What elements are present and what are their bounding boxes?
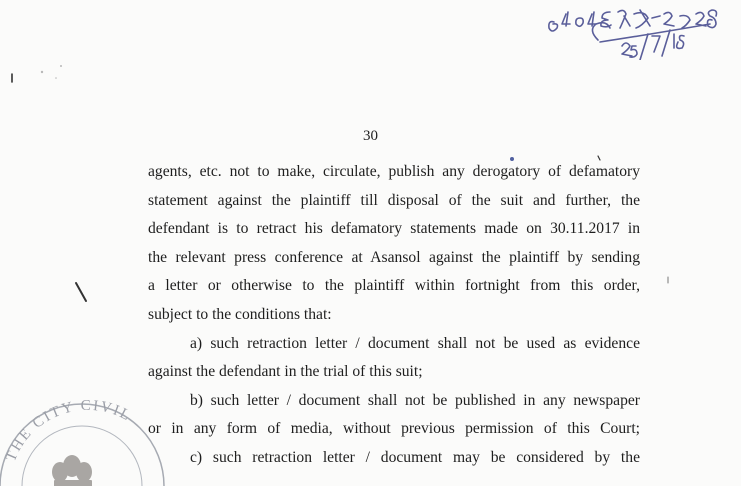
list-item-b: b) such letter / document shall not be published in any newspaper — [190, 391, 640, 409]
text-line: or in any form of media, without previous permission of this Court; — [148, 420, 640, 438]
text-line: a letter or otherwise to the plaintiff within fortnight from this order, — [148, 277, 640, 295]
svg-text:THE CITY CIVIL: THE CITY CIVIL — [3, 397, 135, 464]
text-line: the relevant press conference at Asansol against the plaintiff by sending — [148, 248, 640, 266]
handwritten-annotation — [540, 0, 740, 60]
text-line: against the defendant in the trial of this suit; — [148, 363, 423, 381]
list-item-c: c) such retraction letter / document may be considered by the — [190, 448, 640, 466]
text-line: defendant is to retract his defamatory statements made on 30.11.2017 in — [148, 220, 640, 238]
text-line: subject to the conditions that: — [148, 305, 332, 323]
court-seal — [0, 368, 170, 486]
page-number: 30 — [363, 128, 378, 144]
text-line: agents, etc. not to make, circulate, publish any derogatory of defamatory — [148, 163, 640, 180]
body-text — [148, 158, 640, 473]
list-item-a: a) such retraction letter / document shall not be used as evidence — [190, 334, 640, 352]
text-line: statement against the plaintiff till disposal of the suit and further, the — [148, 191, 640, 209]
